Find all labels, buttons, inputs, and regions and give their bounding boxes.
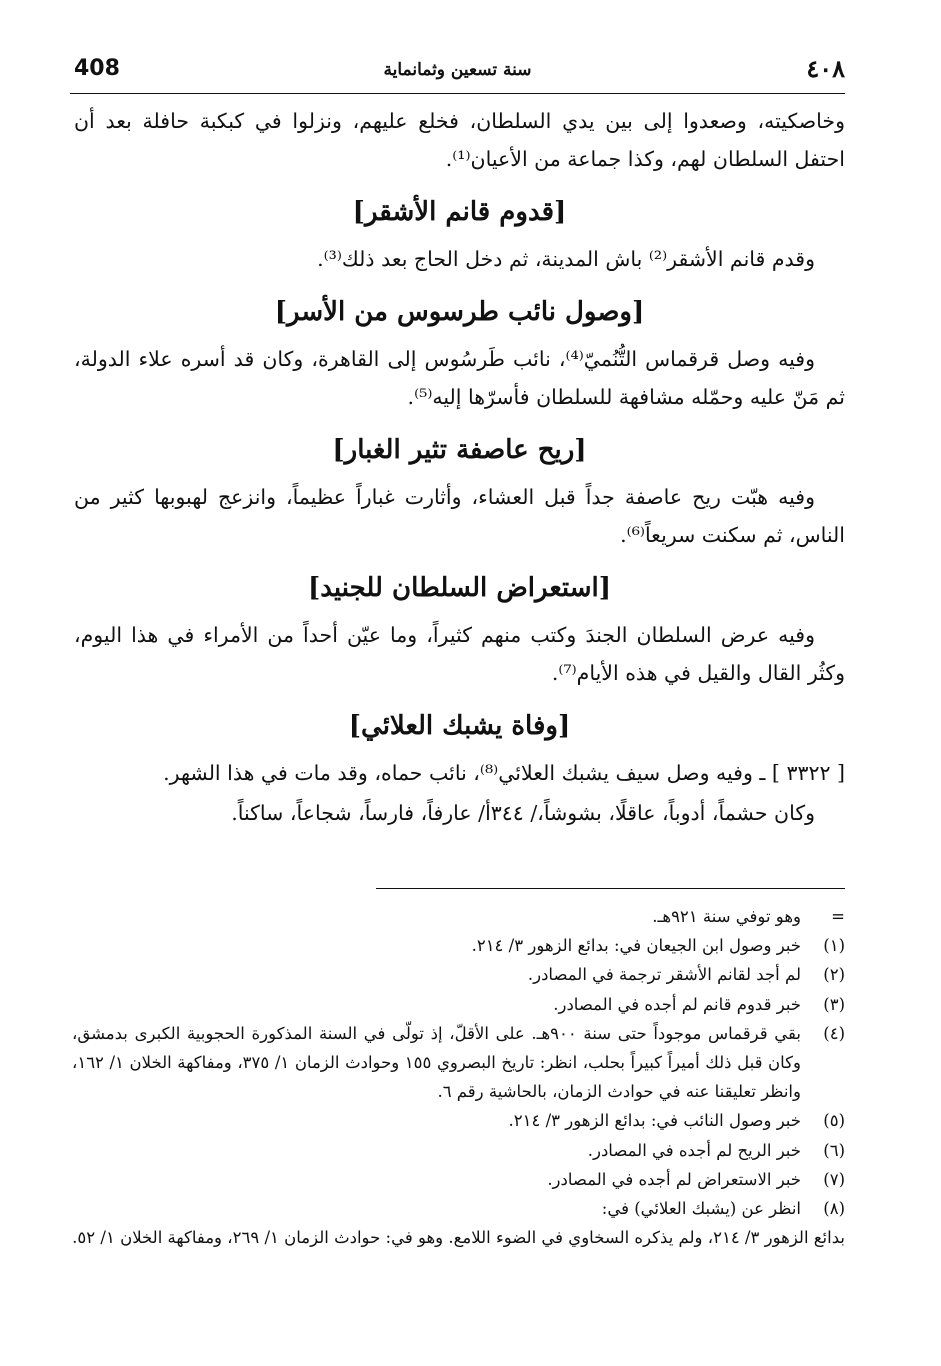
footnote	[72, 1019, 845, 1107]
page-number-arabic: ٤٠٨	[806, 54, 845, 83]
footnote-mark: (٧)	[823, 1169, 845, 1189]
footnote	[72, 960, 845, 989]
paragraph-1: وخاصكيته، وصعدوا إلى بين يدي السلطان، فخلع عليهم، ونزلوا في كبكبة حافلة بعد أن احتفل السلطان لهم، وكذا جماعة من الأعيان⁽¹⁾.	[74, 109, 845, 171]
paragraph-5: وفيه عرض السلطان الجندَ وكتب منهم كثيراً، وما عيّن أحداً من الأمراء في هذا اليوم، وكثُر القال والقيل في هذه الأيام⁽⁷⁾.	[74, 623, 845, 685]
heading-review: [استعراض السلطان للجنيد]	[307, 573, 612, 603]
footnote-mark: (٨)	[823, 1199, 845, 1219]
footnote	[72, 902, 845, 931]
footnote-text: خبر وصول ابن الجيعان في: بدائع الزهور ٣/ ٢١٤.	[471, 936, 801, 956]
footnote-text: بدائع الزهور ٣/ ٢١٤، ولم يذكره السخاوي في الضوء اللامع. وهو في: حوادث الزمان ١/ ٢٦٩، ومفاكهة الخلان ١/ ٥٢.	[72, 1228, 845, 1248]
footnote-text: وهو توفي سنة ٩٢١هـ.	[652, 907, 801, 926]
heading-storm: [ريح عاصفة تثير الغبار]	[332, 435, 587, 465]
heading-qanim-arrival: [قدوم قانم الأشقر]	[352, 197, 567, 227]
footnote	[72, 990, 845, 1019]
page-number-latin: 408	[74, 56, 120, 81]
paragraph-2: وقدم قانم الأشقر⁽²⁾ باش المدينة، ثم دخل الحاج بعد ذلك⁽³⁾.	[317, 247, 815, 271]
footnote-text: بقي قرقماس موجوداً حتى سنة ٩٠٠هـ. على الأقلّ، إذ تولّى في السنة المذكورة الحجوبية الكبرى بدمشق، وكان قبل ذلك أميراً كبيراً بحلب، انظر: تاريخ البصروي ١٥٥ وحوادث الزمان ١/ ٣٧٥، ومفاكهة الخلان ١/ ١٦٢، وانظر تعليقنا عنه في حوادث الزمان، بالحاشية رقم ٦.	[72, 1023, 801, 1102]
heading-death-yashbak: [وفاة يشبك العلائي]	[348, 711, 571, 741]
footnote-rule	[376, 888, 845, 889]
footnote-mark: (١)	[823, 936, 845, 956]
footnote-mark: =	[831, 907, 845, 926]
footnote-mark: (٣)	[823, 994, 845, 1014]
header-rule	[70, 93, 845, 94]
footnote	[72, 931, 845, 960]
paragraph-3: وفيه وصل قرقماس التُّنُميّ⁽⁴⁾، نائب طَرسُوس إلى القاهرة، وكان قد أسره علاء الدولة، ثم مَنّ عليه وحمّله مشافهة للسلطان فأسرّها إليه⁽⁵⁾.	[74, 347, 845, 409]
footnote-text: انظر عن (يشبك العلائي) في:	[601, 1199, 801, 1219]
footnote-mark: (٦)	[823, 1140, 845, 1160]
paragraph-7: وكان حشماً، أدوباً، عاقلًا، بشوشاً،/ ٣٤٤أ/ عارفاً، فارساً، شجاعاً، ساكناً.	[231, 801, 815, 825]
page-header	[70, 52, 845, 92]
footnote-mark: (٤)	[823, 1023, 845, 1043]
paragraph-4: وفيه هبّت ريح عاصفة جداً قبل العشاء، وأثارت غباراً عظيماً، وانزعج لهبوبها كثير من الناس، ثم سكنت سريعاً⁽⁶⁾.	[74, 485, 845, 547]
footnote-mark: (٥)	[823, 1111, 845, 1131]
footnote	[72, 1136, 845, 1165]
footnote-mark: (٢)	[823, 965, 845, 985]
footnote-continuation	[72, 1223, 845, 1252]
footnote-text: خبر وصول النائب في: بدائع الزهور ٣/ ٢١٤.	[508, 1111, 801, 1131]
running-title: سنة تسعين وثمانماية	[383, 60, 532, 80]
main-text	[74, 102, 845, 832]
footnote-text: خبر قدوم قانم لم أجده في المصادر.	[553, 994, 801, 1014]
footnotes	[72, 902, 845, 1252]
heading-tarsus-deputy: [وصول نائب طرسوس من الأسر]	[274, 297, 645, 327]
footnote-text: خبر الريح لم أجده في المصادر.	[587, 1140, 801, 1160]
footnote	[72, 1194, 845, 1223]
footnote-text: خبر الاستعراض لم أجده في المصادر.	[547, 1169, 801, 1189]
footnote-text: لم أجد لقانم الأشقر ترجمة في المصادر.	[527, 965, 801, 985]
paragraph-6: [ ٣٣٢٢ ] ـ وفيه وصل سيف يشبك العلائي⁽⁸⁾، نائب حماه، وقد مات في هذا الشهر.	[163, 761, 845, 785]
footnote	[72, 1106, 845, 1135]
footnote	[72, 1165, 845, 1194]
